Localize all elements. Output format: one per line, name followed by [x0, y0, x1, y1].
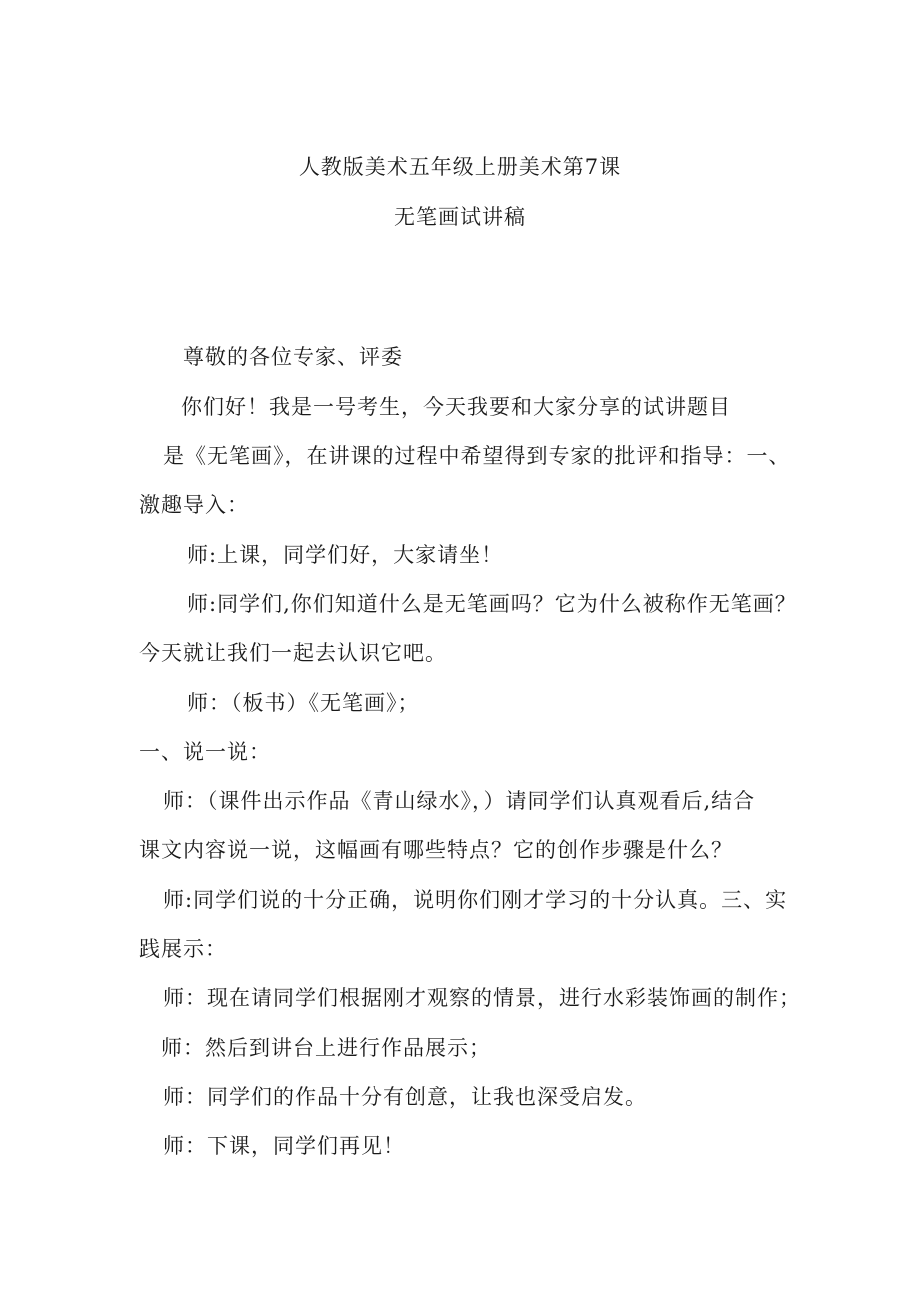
greeting-line: 尊敬的各位专家、评委 [183, 345, 403, 369]
teacher-line: 师:同学们,你们知道什么是无笔画吗？它为什么被称作无笔画？ [187, 592, 797, 616]
document-subtitle: 无笔画试讲稿 [394, 205, 526, 229]
section-heading-talk: 一、说一说： [139, 740, 271, 764]
teacher-line: 师:同学们说的十分正确，说明你们刚才学习的十分认真。三、实 [163, 888, 788, 912]
teacher-line: 师：然后到讲台上进行作品展示； [161, 1036, 491, 1060]
section-heading-practice: 践展示： [139, 937, 227, 961]
paragraph-continuation-line: 今天就让我们一起去认识它吧。 [139, 641, 447, 665]
intro-line: 你们好！我是一号考生，今天我要和大家分享的试讲题目 [181, 395, 731, 419]
teacher-line: 师：现在请同学们根据刚才观察的情景，进行水彩装饰画的制作； [163, 986, 801, 1010]
document-title: 人教版美术五年级上册美术第7课 [298, 155, 622, 179]
teacher-line: 师:上课，同学们好，大家请坐！ [187, 543, 504, 567]
teacher-line: 师：（板书）《无笔画》； [187, 691, 420, 715]
teacher-line: 师：下课，同学们再见！ [163, 1134, 405, 1158]
teacher-line: 师：（课件出示作品《青山绿水》，）请同学们认真观看后,结合 [163, 789, 756, 813]
paragraph-continuation-line: 课文内容说一说，这幅画有哪些特点？它的创作步骤是什么？ [139, 838, 733, 862]
teacher-line: 师：同学们的作品十分有创意，让我也深受启发。 [163, 1085, 647, 1109]
section-heading-import: 激趣导入： [139, 493, 249, 517]
intro-continuation-line: 是《无笔画》，在讲课的过程中希望得到专家的批评和指导：一、 [163, 444, 791, 468]
